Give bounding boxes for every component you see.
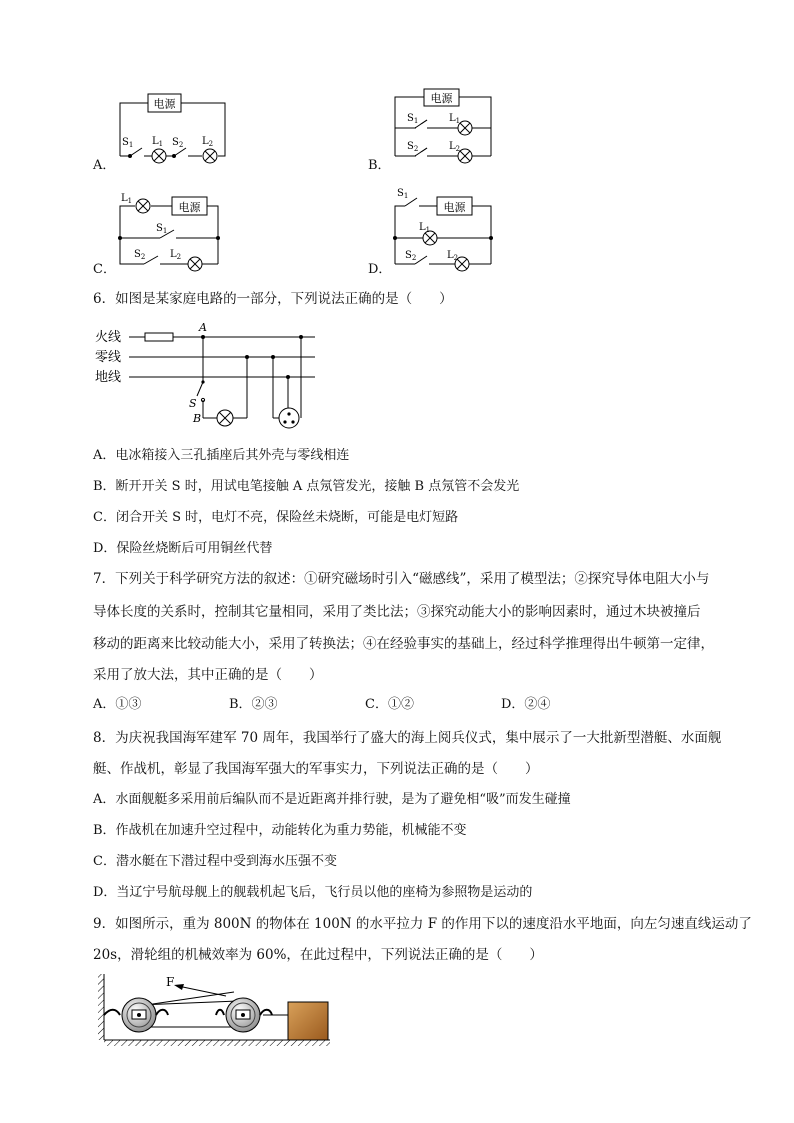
q5-option-b-label: B． <box>368 158 391 173</box>
live-wire-label: 火线 <box>95 330 122 345</box>
svg-text:S2: $S_2$ <box>407 141 419 153</box>
q8-option-c: C．潜水艇在下潜过程中受到海水压强不变 <box>93 854 337 869</box>
svg-text:L2: $L_2$ <box>449 141 461 153</box>
q7-line-3: 移动的距离来比较动能大小，采用了转换法；④在经验事实的基础上，经过科学推理得出牛顿第一定律， <box>93 636 714 652</box>
q7-line-4: 采用了放大法，其中正确的是（ ） <box>93 667 323 683</box>
power-label: 电源 <box>178 201 201 214</box>
q6-option-d: D．保险丝烧断后可用铜丝代替 <box>93 541 273 556</box>
force-f-label: F <box>166 975 175 989</box>
q9-pulley-diagram <box>96 972 334 1048</box>
q5-option-c-label: C． <box>93 262 116 277</box>
svg-text:S2: $S_2$ <box>134 249 146 261</box>
svg-text:S1: $S_1$ <box>407 113 419 125</box>
q6-option-c: C．闭合开关 S 时，电灯不亮，保险丝未烧断，可能是电灯短路 <box>93 510 459 525</box>
svg-text:L2: $L_2$ <box>170 249 182 261</box>
q8-line-2: 艇、作战机，彰显了我国海军强大的军事实力，下列说法正确的是（ ） <box>93 761 539 777</box>
q5-circuit-b <box>385 84 505 164</box>
q6-option-a: A．电冰箱接入三孔插座后其外壳与零线相连 <box>93 448 350 463</box>
power-label: 电源 <box>153 97 176 111</box>
point-b-label: B <box>193 412 202 425</box>
svg-text:L1: $L_1$ <box>121 193 133 205</box>
svg-text:L1: $L_1$ <box>449 113 461 125</box>
neutral-wire-label: 零线 <box>95 350 122 365</box>
q5-circuit-d <box>385 184 505 274</box>
q8-line-1: 8．为庆祝我国海军建军 70 周年，我国举行了盛大的海上阅兵仪式，集中展示了一大批新型潜艇、水面舰 <box>93 730 722 746</box>
power-label: 电源 <box>430 92 453 105</box>
q7-option-b: B．②③ <box>229 697 278 712</box>
l1-label: $L_1$ <box>152 136 164 148</box>
s1-label: $S_1$ <box>122 137 134 149</box>
q9-line-1: 9．如图所示，重为 800N 的物体在 100N 的水平拉力 F 的作用下以的速度沿水平地面，向左匀速直线运动了 <box>93 916 752 932</box>
l2-label: $L_2$ <box>202 136 214 148</box>
q6-household-circuit <box>93 318 333 430</box>
q7-option-c: C．①② <box>365 697 414 712</box>
s2-label: $S_2$ <box>172 137 184 149</box>
q8-option-a: A．水面舰艇多采用前后编队而不是近距离并排行驶，是为了避免相“吸”而发生碰撞 <box>93 792 571 807</box>
svg-text:S1: $S_1$ <box>156 223 168 235</box>
q7-option-a: A．①③ <box>93 697 142 712</box>
switch-s-label: S <box>189 397 197 410</box>
power-label: 电源 <box>443 201 466 214</box>
q5-option-d-label: D． <box>368 262 392 277</box>
q7-line-1: 7．下列关于科学研究方法的叙述：①研究磁场时引入“磁感线”，采用了模型法；②探究导体电阻大小与 <box>93 571 710 587</box>
q7-option-d: D．②④ <box>501 697 551 712</box>
q9-line-2: 20s，滑轮组的机械效率为 60%，在此过程中，下列说法正确的是（ ） <box>93 947 543 963</box>
q8-option-d: D．当辽宁号航母舰上的舰载机起飞后，飞行员以他的座椅为参照物是运动的 <box>93 885 533 900</box>
svg-text:S1: $S_1$ <box>397 188 409 200</box>
ground-wire-label: 地线 <box>95 370 122 385</box>
q6-stem: 6．如图是某家庭电路的一部分，下列说法正确的是（ ） <box>93 291 453 307</box>
point-a-label: A <box>199 321 207 334</box>
q6-option-b: B．断开开关 S 时，用试电笔接触 A 点氖管发光，接触 B 点氖管不会发光 <box>93 479 520 494</box>
svg-text:S2: $S_2$ <box>405 250 417 262</box>
q5-circuit-c <box>108 186 228 276</box>
q7-line-2: 导体长度的关系时，控制其它量相同，采用了类比法；③探究动能大小的影响因素时，通过木块被撞后 <box>93 604 701 620</box>
svg-text:L2: $L_2$ <box>447 250 459 262</box>
q8-option-b: B．作战机在加速升空过程中，动能转化为重力势能，机械能不变 <box>93 823 467 838</box>
q5-option-a-label: A． <box>93 158 116 173</box>
svg-text:L1: $L_1$ <box>419 222 431 234</box>
